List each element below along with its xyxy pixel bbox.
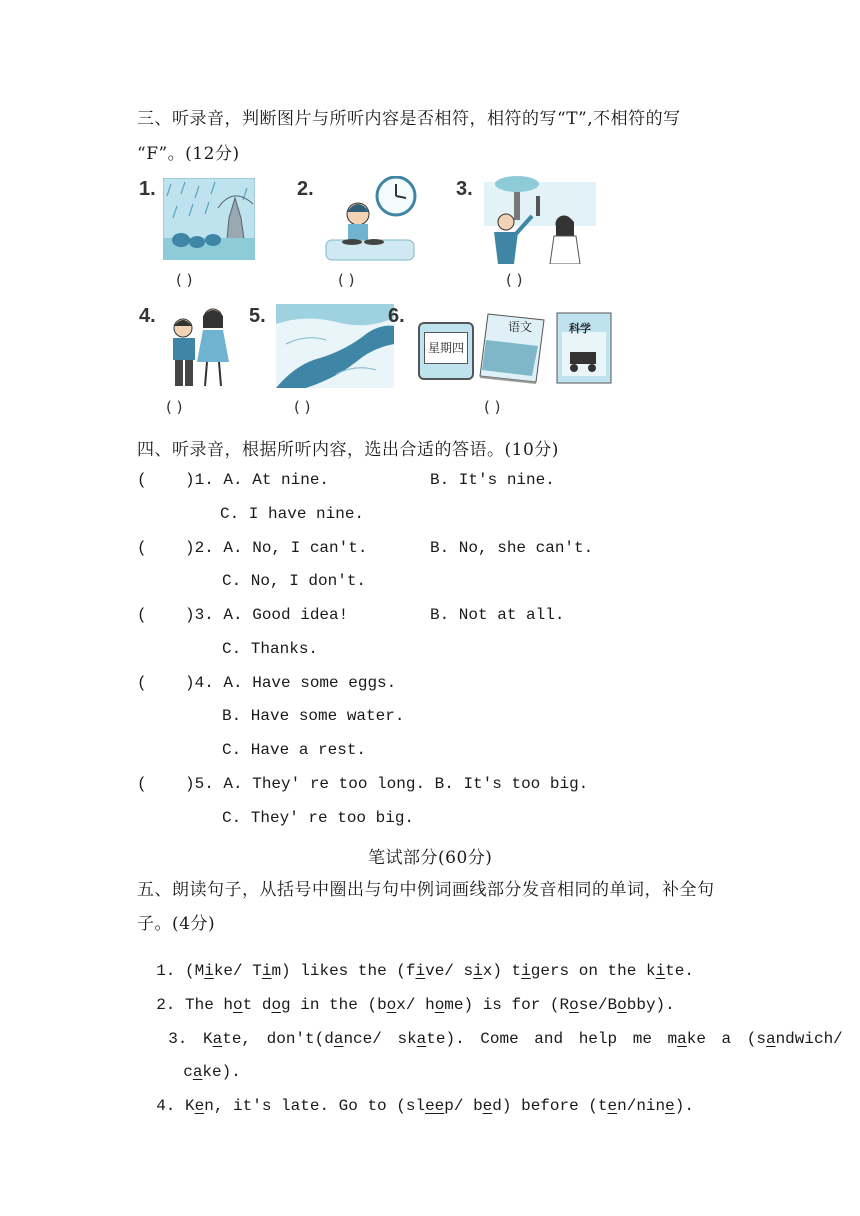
kids-park-picture (484, 176, 596, 264)
sentence-3: 3. Kate, don't(dance/ skate). Come and help me make a (sandwich/ (168, 1030, 843, 1048)
option-b: B. It's nine. (430, 471, 555, 489)
clock-table-picture (322, 176, 418, 262)
book-title-chinese: 语文 (508, 320, 533, 334)
option-c: C. Thanks. (222, 640, 319, 658)
section3-heading: 三、听录音，判断图片与所听内容是否相符，相符的写“T”,不相符的写 (137, 109, 681, 129)
answer-blank[interactable]: ( ) (166, 398, 183, 416)
sentence-2: 2. The hot dog in the (box/ home) is for (Rose/Bobby). (156, 996, 675, 1014)
question-4: ( )4. A. Have some eggs. (137, 674, 397, 692)
option-b: B. Have some water. (222, 707, 405, 725)
rainy-scene-picture (163, 178, 255, 260)
item-number: 3. (456, 178, 473, 200)
question-5: ( )5. A. They' re too long. B. It's too big. (137, 775, 589, 793)
section5-heading: 五、朗读句子，从括号中圈出与句中例词画线部分发音相同的单词，补全句 (137, 880, 715, 900)
answer-blank[interactable]: ( ) (176, 271, 193, 289)
calendar-day-text: 星期四 (424, 332, 468, 364)
question-3: ( )3. A. Good idea! (137, 606, 349, 624)
option-b: B. Not at all. (430, 606, 565, 624)
option-c: C. No, I don't. (222, 572, 367, 590)
book-title-science: 科学 (569, 322, 591, 335)
question-1: ( )1. A. At nine. (137, 471, 330, 489)
item-number: 2. (297, 178, 314, 200)
option-c: C. I have nine. (220, 505, 365, 523)
answer-blank[interactable]: ( ) (294, 398, 311, 416)
answer-blank[interactable]: ( ) (506, 271, 523, 289)
option-c: C. They' re too big. (222, 809, 415, 827)
river-picture (276, 304, 394, 388)
item-number: 1. (139, 178, 156, 200)
section5-heading-cont: 子。(4分) (137, 914, 216, 934)
two-children-picture (163, 304, 239, 388)
item-number: 4. (139, 305, 156, 327)
sentence-4: 4. Ken, it's late. Go to (sleep/ bed) before (ten/nine). (156, 1097, 694, 1115)
calendar-icon (418, 322, 474, 380)
item-number: 6. (388, 305, 405, 327)
question-2: ( )2. A. No, I can't. (137, 539, 368, 557)
option-c: C. Have a rest. (222, 741, 367, 759)
item-number: 5. (249, 305, 266, 327)
written-part-title: 笔试部分(60分) (368, 848, 493, 868)
section4-heading: 四、听录音，根据所听内容，选出合适的答语。(10分) (137, 440, 559, 460)
sentence-1: 1. (Mike/ Tim) likes the (five/ six) tigers on the kite. (156, 962, 694, 980)
section3-heading-cont: “F”。(12分) (137, 144, 240, 164)
answer-blank[interactable]: ( ) (484, 398, 501, 416)
sentence-3-cont: cake). (183, 1063, 241, 1081)
answer-blank[interactable]: ( ) (338, 271, 355, 289)
option-b: B. No, she can't. (430, 539, 594, 557)
